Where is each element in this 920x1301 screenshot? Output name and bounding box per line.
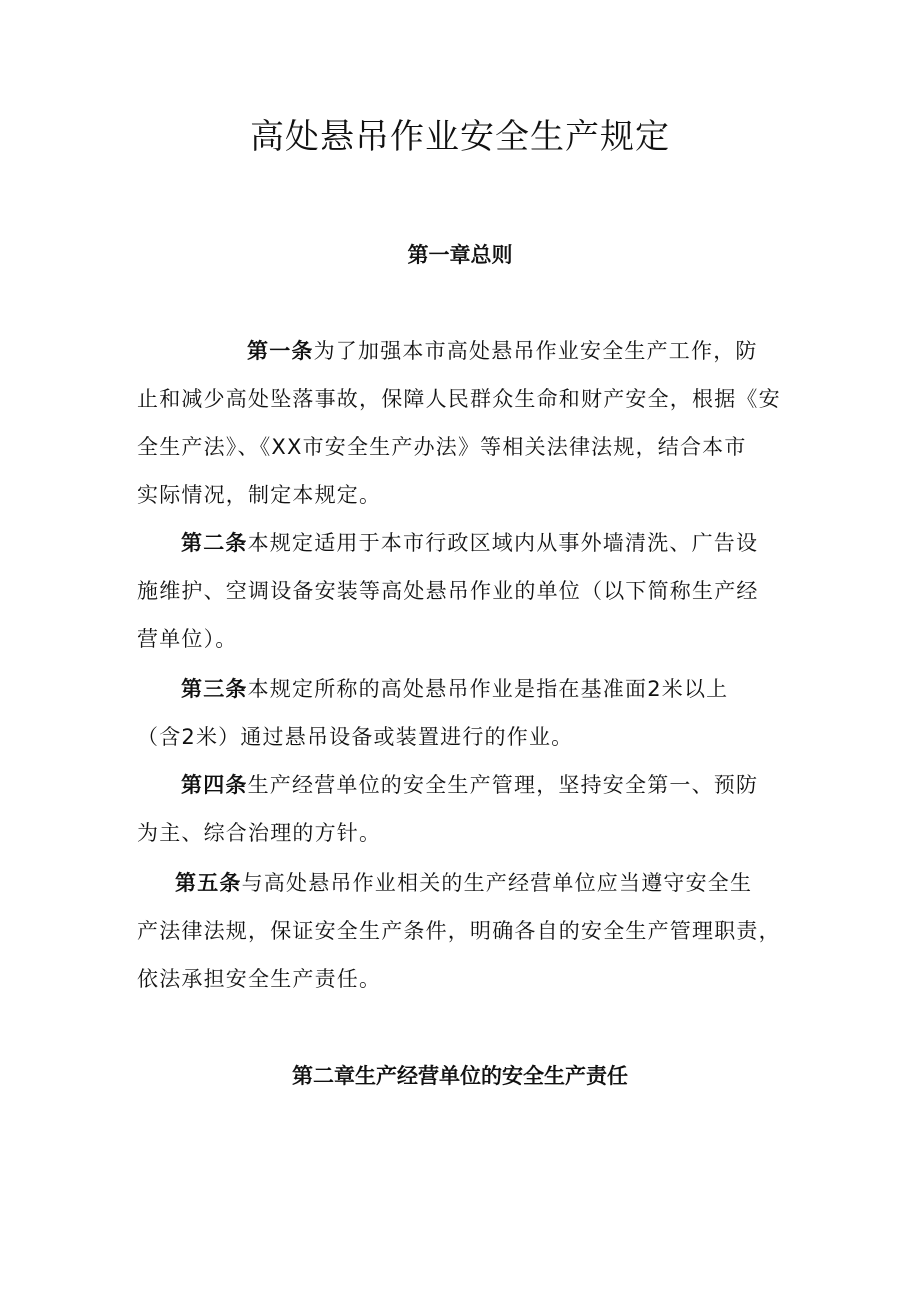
article-5-line-1 <box>175 868 752 898</box>
article-1-line-4: 实际情况，制定本规定。 <box>137 483 382 507</box>
article-1-line-2: 止和减少高处坠落事故，保障人民群众生命和财产安全，根据《安 <box>137 387 781 411</box>
article-text: 生产经营单位的安全生产管理，坚持安全第一、预防 <box>247 773 759 797</box>
article-label: 第五条 <box>175 871 242 895</box>
article-2-line-3: 营单位）。 <box>137 627 238 651</box>
chapter-heading-2: 第二章生产经营单位的安全生产责任 <box>292 1064 628 1088</box>
article-4-line-2: 为主、综合治理的方针。 <box>137 821 382 845</box>
article-3-line-1 <box>181 674 728 704</box>
article-text: 本规定适用于本市行政区域内从事外墙清洗、广告设 <box>247 531 759 555</box>
article-label: 第三条 <box>181 677 248 701</box>
article-text: 为了加强本市高处悬吊作业安全生产工作，防 <box>313 339 758 363</box>
article-1-line-1 <box>247 336 758 366</box>
article-5-line-2: 产法律法规，保证安全生产条件，明确各自的安全生产管理职责， <box>137 919 781 943</box>
article-label: 第二条 <box>181 531 248 555</box>
article-2-line-2: 施维护、空调设备安装等高处悬吊作业的单位（以下简称生产经 <box>137 579 759 603</box>
chapter-heading-1: 第一章总则 <box>407 243 513 267</box>
article-5-line-3: 依法承担安全生产责任。 <box>137 967 382 991</box>
article-4-line-1 <box>181 770 758 800</box>
article-2-line-1 <box>181 528 758 558</box>
document-title: 高处悬吊作业安全生产规定 <box>250 117 670 157</box>
article-label: 第一条 <box>247 339 314 363</box>
article-1-line-3: 全生产法》、《XX市安全生产办法》等相关法律法规，结合本市 <box>137 435 747 459</box>
article-text: 与高处悬吊作业相关的生产经营单位应当遵守安全生 <box>241 871 753 895</box>
article-text: 本规定所称的高处悬吊作业是指在基准面2米以上 <box>247 677 729 701</box>
article-3-line-2: （含2米）通过悬吊设备或装置进行的作业。 <box>137 725 574 749</box>
article-label: 第四条 <box>181 773 248 797</box>
